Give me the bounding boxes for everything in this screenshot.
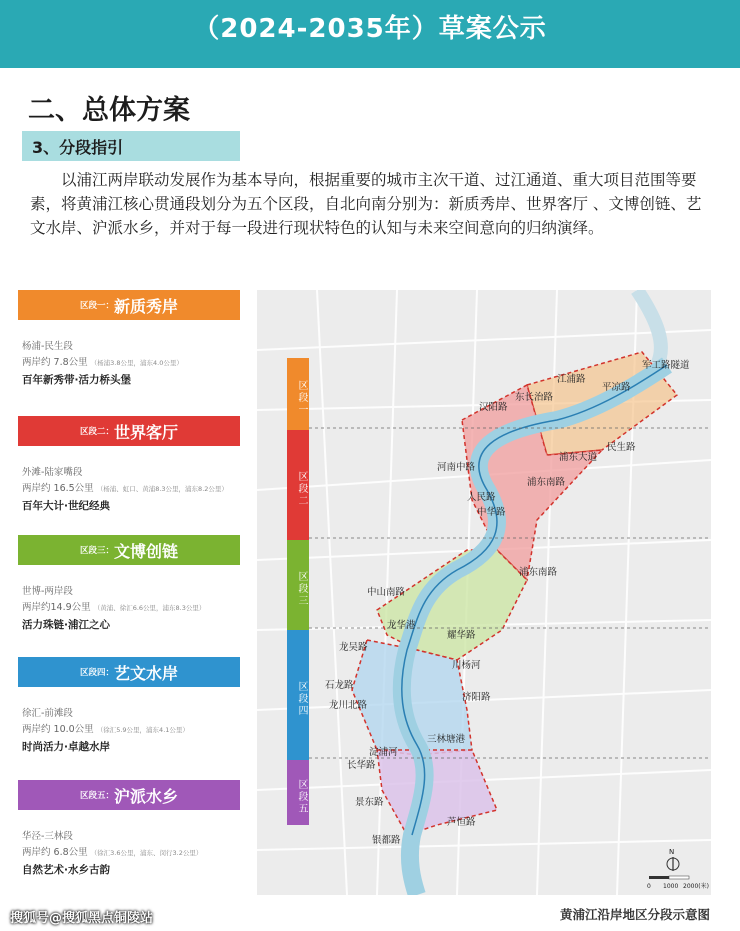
segment-2-name: 世界客厅 xyxy=(114,423,179,442)
segment-2-slogan: 百年大计·世纪经典 xyxy=(22,500,110,512)
zone-label-1: 区段一 xyxy=(287,358,309,430)
segment-2-length: 两岸约 16.5公里 xyxy=(22,483,94,494)
segment-3-length: 两岸约14.9公里 xyxy=(22,602,91,613)
scale-bar xyxy=(647,876,709,890)
segment-1-detail: （杨浦3.8公里，浦东4.0公里） xyxy=(90,359,183,367)
road-label: 中华路 xyxy=(477,507,506,518)
segment-3-length-line xyxy=(22,599,240,613)
segment-2-range: 外滩-陆家嘴段 xyxy=(22,467,83,478)
segment-3-range: 世博-两岸段 xyxy=(22,586,73,597)
segment-4-detail: （徐汇5.9公里，浦东4.1公里） xyxy=(96,726,189,734)
north-label: N xyxy=(669,848,675,856)
road-label: 河南中路 xyxy=(437,462,476,473)
segment-3-name: 文博创链 xyxy=(114,542,179,561)
road-label: 三林塘港 xyxy=(427,734,466,745)
segment-3-detail: （黄浦、徐汇6.6公里，浦东8.3公里） xyxy=(93,604,206,612)
watermark: 搜狐号@搜狐黑点铜陵站 xyxy=(10,911,154,926)
segment-1 xyxy=(18,290,240,387)
north-arrow-icon xyxy=(667,848,679,871)
road-label: 中山南路 xyxy=(367,587,406,598)
segment-1-length-line xyxy=(22,354,240,368)
road-label: 龙吴路 xyxy=(339,642,368,653)
banner-title: （2024-2035年）草案公示 xyxy=(193,14,547,44)
zone-label-5: 区段五 xyxy=(287,760,309,825)
subheading-box xyxy=(22,131,240,161)
road-label: 人民路 xyxy=(467,492,496,503)
road-label: 长华路 xyxy=(347,760,376,771)
map-graphic xyxy=(257,290,711,895)
road-label: 景东路 xyxy=(355,797,384,808)
segment-5-length-line xyxy=(22,844,240,858)
segment-1-length: 两岸约 7.8公里 xyxy=(22,357,88,368)
road-label: 民生路 xyxy=(607,442,636,453)
road-label: 浦东大道 xyxy=(559,452,598,463)
road-label: 济阳路 xyxy=(462,692,491,703)
segment-4-length-line xyxy=(22,721,240,735)
segment-5-range: 华泾-三林段 xyxy=(22,831,73,842)
road-label: 银都路 xyxy=(372,835,401,846)
segment-1-range: 杨浦-民生段 xyxy=(22,341,73,352)
road-label: 耀华路 xyxy=(447,630,476,641)
segment-5-tag: 区段五： xyxy=(80,791,115,801)
segment-4-tag: 区段四： xyxy=(80,668,115,678)
segment-1-name: 新质秀岸 xyxy=(114,297,179,316)
road-label: 军工路隧道 xyxy=(642,360,690,371)
segment-3-slogan: 活力珠链·浦江之心 xyxy=(22,619,110,631)
subheading: 3、分段指引 xyxy=(32,138,124,157)
segment-4 xyxy=(18,657,240,754)
road-label: 浦东南路 xyxy=(527,477,566,488)
section-heading: 二、总体方案 xyxy=(28,95,190,126)
road-label: 龙川北路 xyxy=(329,700,368,711)
segment-5-slogan: 自然艺术·水乡古韵 xyxy=(22,864,110,876)
segment-5-detail: （徐汇3.6公里，浦东、闵行3.2公里） xyxy=(90,849,203,857)
segment-4-length: 两岸约 10.0公里 xyxy=(22,724,94,735)
zone-label-2: 区段二 xyxy=(287,430,309,540)
road-label: 龙华港 xyxy=(387,620,416,631)
map-caption: 黄浦江沿岸地区分段示意图 xyxy=(559,907,710,922)
intro-paragraph: 以浦江两岸联动发展作为基本导向，根据重要的城市主次干道、过江通道、重大项目范围等要素，将黄浦江核心贯通段划分为五个区段，自北向南分别为：新质秀岸、世界客厅 、文博创链、艺文水岸、沪派水乡，并对于每一段进行现状特色的认知与未来空间意向的归纳演绎。 xyxy=(30,171,702,237)
segment-5-bar xyxy=(18,780,240,810)
segment-3-tag: 区段三： xyxy=(80,546,115,556)
segment-4-slogan: 时尚活力·卓越水岸 xyxy=(22,741,110,753)
segment-3-bar xyxy=(18,535,240,565)
road-label: 芦恒路 xyxy=(447,817,476,828)
road-label: 川杨河 xyxy=(452,660,481,671)
zone-5-area xyxy=(377,750,497,835)
scale-zero: 0 xyxy=(647,883,651,890)
scale-end: 2000(米) xyxy=(683,883,709,890)
segment-2 xyxy=(18,416,240,513)
segment-2-detail: （杨浦、虹口、黄浦8.3公里，浦东8.2公里） xyxy=(96,485,228,493)
segment-1-slogan: 百年新秀带·活力桥头堡 xyxy=(22,374,131,386)
zone-label-3: 区段三 xyxy=(287,540,309,630)
segment-4-range: 徐汇-前滩段 xyxy=(22,708,73,719)
segment-1-bar xyxy=(18,290,240,320)
road-label: 淀浦河 xyxy=(369,747,398,758)
segment-3 xyxy=(18,535,240,632)
scale-mid: 1000 xyxy=(663,883,679,890)
segment-2-tag: 区段二： xyxy=(80,427,115,437)
road-label: 江浦路 xyxy=(557,374,586,385)
segment-2-length-line xyxy=(22,480,240,494)
road-label: 平凉路 xyxy=(602,382,631,393)
segment-4-name: 艺文水岸 xyxy=(114,664,179,683)
segment-5-name: 沪派水乡 xyxy=(114,787,179,806)
segment-5-length: 两岸约 6.8公里 xyxy=(22,847,88,858)
segment-4-bar xyxy=(18,657,240,687)
segment-5 xyxy=(18,780,240,877)
road-label: 石龙路 xyxy=(325,680,354,691)
road-label: 浦东南路 xyxy=(519,567,558,578)
top-banner xyxy=(0,0,740,68)
segment-1-tag: 区段一： xyxy=(80,301,115,311)
road-label: 汉阳路 xyxy=(479,402,508,413)
zone-label-4: 区段四 xyxy=(287,630,309,760)
segment-2-bar xyxy=(18,416,240,446)
segment-map xyxy=(257,290,711,895)
road-label: 东长治路 xyxy=(515,392,554,403)
